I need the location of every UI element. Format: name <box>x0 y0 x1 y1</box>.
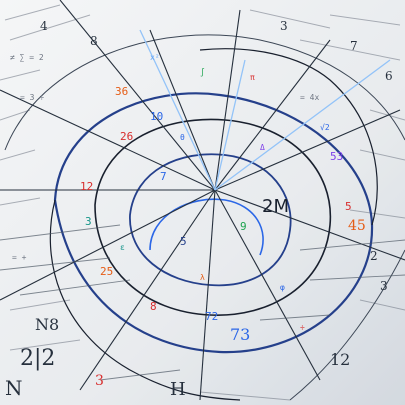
svg-text:x²: x² <box>150 53 160 62</box>
svg-text:√2: √2 <box>320 123 330 132</box>
corner-number: 12 <box>330 350 351 369</box>
corner-number: 3 <box>380 279 388 293</box>
corner-number: 6 <box>385 69 393 83</box>
corner-number: N8 <box>35 315 60 334</box>
ring-number: 26 <box>120 130 134 143</box>
corner-number: 73 <box>230 325 251 344</box>
svg-text:≠ ∑ = 2: ≠ ∑ = 2 <box>10 53 44 62</box>
ring-number: 7 <box>160 170 167 183</box>
svg-text:θ: θ <box>180 133 185 142</box>
corner-number: 45 <box>348 218 366 234</box>
corner-number: 7 <box>350 39 358 53</box>
svg-text:= 4x: = 4x <box>300 93 320 102</box>
corner-number: N <box>5 376 23 400</box>
ring-number: 5 <box>345 200 352 213</box>
corner-number: 2|2 <box>20 346 56 371</box>
svg-text:ε: ε <box>120 243 125 252</box>
ring-number: 72 <box>205 310 219 323</box>
ring-number: 10 <box>150 110 164 123</box>
svg-text:π: π <box>250 73 255 82</box>
ring-number: 36 <box>115 85 129 98</box>
ring-number: 9 <box>240 220 247 233</box>
center-number: 2M <box>262 196 289 217</box>
svg-text:= 3 ÷: = 3 ÷ <box>20 93 45 102</box>
svg-text:∫: ∫ <box>200 68 205 77</box>
ring-number: 8 <box>150 300 157 313</box>
corner-number: 3 <box>280 19 288 33</box>
corner-number: 8 <box>90 34 98 48</box>
corner-number: H <box>170 379 186 400</box>
svg-text:λ: λ <box>200 273 205 282</box>
svg-text:= +: = + <box>12 253 27 262</box>
corner-number: 3 <box>95 373 104 389</box>
svg-text:÷: ÷ <box>300 323 305 332</box>
ring-number: 53 <box>330 150 344 163</box>
corner-number: 4 <box>40 19 48 33</box>
ring-number: 25 <box>100 265 114 278</box>
ring-number: 3 <box>85 215 92 228</box>
svg-text:Δ: Δ <box>260 143 265 152</box>
svg-text:φ: φ <box>280 283 285 292</box>
ring-number: 5 <box>180 235 187 248</box>
ring-number: 12 <box>80 180 94 193</box>
corner-number: 2 <box>370 249 378 263</box>
